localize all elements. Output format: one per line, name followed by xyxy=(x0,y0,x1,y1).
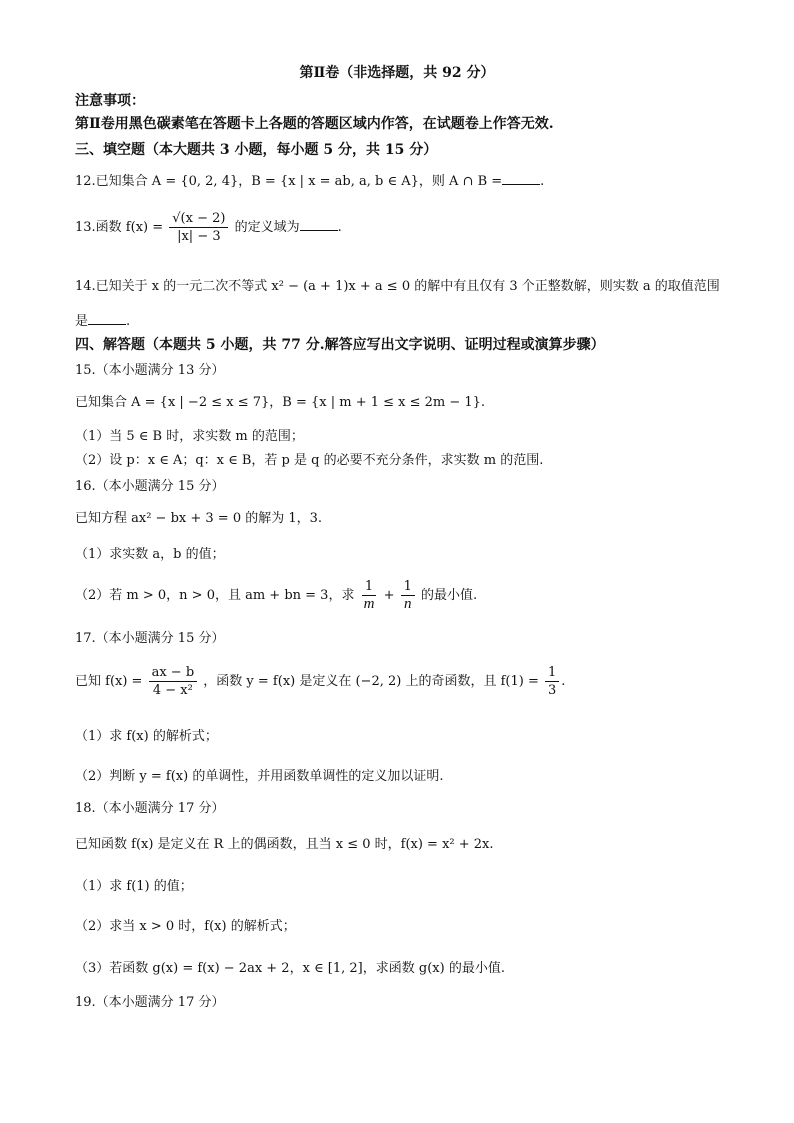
q15-header: 15.（本小题满分 13 分） xyxy=(75,363,225,378)
q15-stem: 已知集合 A = {x | −2 ≤ x ≤ 7}，B = {x | m + 1 ≤ x ≤ 2m − 1}. xyxy=(75,395,486,410)
q14-end: . xyxy=(126,314,131,329)
question-12 xyxy=(75,172,544,191)
q16-part-2 xyxy=(75,578,477,614)
q13-end: . xyxy=(337,220,342,235)
q12-text: 12.已知集合 A = {0, 2, 4}，B = {x | x = ab, a, b ∈ A}，则 A ∩ B = xyxy=(75,174,503,189)
q18-stem: 已知函数 f(x) 是定义在 R 上的偶函数，且当 x ≤ 0 时，f(x) = x² + 2x. xyxy=(75,837,494,852)
numerator: 1 xyxy=(362,578,376,596)
answer-blank xyxy=(88,312,126,325)
question-14-line-2 xyxy=(75,312,130,331)
q17-value-fraction xyxy=(545,664,559,699)
q15-part-1: （1）当 5 ∈ B 时，求实数 m 的范围； xyxy=(75,429,304,444)
q13-numerator: √(x − 2) xyxy=(169,210,228,228)
notice-text: 第Ⅱ卷用黑色碳素笔在答题卡上各题的答题区域内作答，在试题卷上作答无效. xyxy=(75,116,554,132)
answer-blank xyxy=(502,172,540,185)
q19-header: 19.（本小题满分 17 分） xyxy=(75,995,225,1010)
numerator: 1 xyxy=(401,578,415,596)
q14-text: 是 xyxy=(75,314,89,329)
denominator: m xyxy=(363,596,375,612)
denominator: 4 − x² xyxy=(152,683,193,698)
q17-header: 17.（本小题满分 15 分） xyxy=(75,631,225,646)
q17-stem xyxy=(75,664,565,700)
q12-end: . xyxy=(540,174,545,189)
q17-text: 已知 f(x) = xyxy=(75,674,143,689)
q18-part-1: （1）求 f(1) 的值； xyxy=(75,879,193,894)
q17-end: . xyxy=(561,674,566,689)
q16-fraction-2 xyxy=(401,578,415,613)
q16-header: 16.（本小题满分 15 分） xyxy=(75,479,225,494)
numerator: ax − b xyxy=(149,664,198,682)
q18-part-2: （2）求当 x > 0 时，f(x) 的解析式； xyxy=(75,919,296,934)
numerator: 1 xyxy=(545,664,559,682)
denominator: n xyxy=(404,596,412,612)
q16-p2-end: 的最小值. xyxy=(421,588,478,603)
q15-part-2: （2）设 p：x ∈ A；q：x ∈ B，若 p 是 q 的必要不充分条件，求实数 m 的范围. xyxy=(75,453,544,468)
q17-fraction xyxy=(149,664,198,699)
notice-heading: 注意事项： xyxy=(75,93,145,109)
question-13 xyxy=(75,210,342,246)
q16-fraction-1 xyxy=(361,578,378,613)
q16-stem: 已知方程 ax² − bx + 3 = 0 的解为 1，3. xyxy=(75,511,323,526)
q16-p2-text: （2）若 m > 0，n > 0，且 am + bn = 3，求 xyxy=(75,588,355,603)
section-title: 第Ⅱ卷（非选择题，共 92 分） xyxy=(299,65,495,81)
q17-text-2: ，函数 y = f(x) 是定义在 (−2, 2) 上的奇函数，且 f(1) = xyxy=(203,674,539,689)
plus-sign: + xyxy=(383,588,395,603)
q18-part-3: （3）若函数 g(x) = f(x) − 2ax + 2，x ∈ [1, 2]，求函数 g(x) 的最小值. xyxy=(75,961,505,976)
q13-fraction xyxy=(169,210,228,245)
q18-header: 18.（本小题满分 17 分） xyxy=(75,801,225,816)
question-14-line-1: 14.已知关于 x 的一元二次不等式 x² − (a + 1)x + a ≤ 0 的解中有且仅有 3 个正整数解，则实数 a 的取值范围 xyxy=(75,279,720,294)
q16-part-1: （1）求实数 a，b 的值； xyxy=(75,547,225,562)
denominator: 3 xyxy=(547,683,557,698)
q13-denominator: |x| − 3 xyxy=(177,229,221,244)
q17-part-2: （2）判断 y = f(x) 的单调性，并用函数单调性的定义加以证明. xyxy=(75,769,444,784)
answer-blank xyxy=(300,218,338,231)
q13-text: 13.函数 f(x) = xyxy=(75,220,164,235)
part3-heading: 三、填空题（本大题共 3 小题，每小题 5 分，共 15 分） xyxy=(75,142,438,158)
part4-heading: 四、解答题（本题共 5 小题，共 77 分.解答应写出文字说明、证明过程或演算步骤） xyxy=(75,337,605,353)
q17-part-1: （1）求 f(x) 的解析式； xyxy=(75,729,218,744)
q13-text-2: 的定义域为 xyxy=(234,220,300,235)
